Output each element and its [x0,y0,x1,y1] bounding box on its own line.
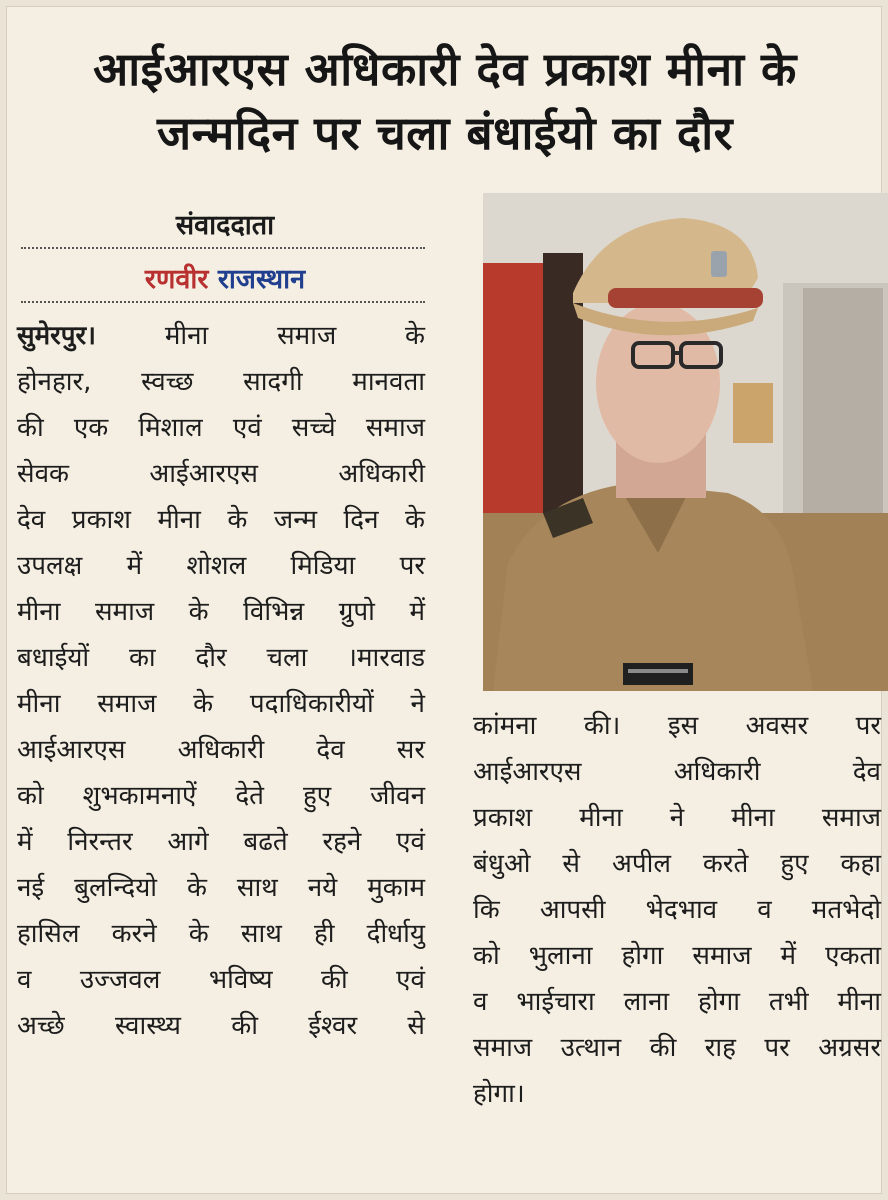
divider [21,301,425,303]
text-line: को शुभकामनाऐं देते हुए जीवन [17,781,425,811]
article-left-column [17,313,425,1049]
text-line: सेवक आईआरएस अधिकारी [17,459,425,489]
text-line: कि आपसी भेदभाव व मतभेदो [473,895,881,925]
officer-portrait-icon [483,193,888,691]
article-right-column [473,703,881,1117]
text-line: समाज उत्थान की राह पर अग्रसर [473,1033,881,1063]
text-line: देव प्रकाश मीना के जन्म दिन के [17,505,425,535]
headline-line-1: आईआरएस अधिकारी देव प्रकाश मीना के [93,42,797,96]
text-line: की एक मिशाल एवं सच्चे समाज [17,413,425,443]
text-line: बंधुओ से अपील करते हुए कहा [473,849,881,879]
text-line: कांमना की। इस अवसर पर [473,711,881,741]
text-line: नई बुलन्दियो के साथ नये मुकाम [17,873,425,903]
text-line: उपलक्ष में शोशल मिडिया पर [17,551,425,581]
text-line: में निरन्तर आगे बढते रहने एवं [17,827,425,857]
text-line: को भुलाना होगा समाज में एकता [473,941,881,971]
text-line: व उज्जवल भविष्य की एवं [17,965,425,995]
headline-line-2: जन्मदिन पर चला बंधाईयो का दौर [156,106,733,160]
text-line: प्रकाश मीना ने मीना समाज [473,803,881,833]
text-fragment: मीना समाज के [164,321,426,351]
text-line: आईआरएस अधिकारी देव [473,757,881,787]
reporter-name: रणवीर [144,264,209,295]
text-line: होगा। [473,1079,525,1109]
text-line: अच्छे स्वास्थ्य की ईश्वर से [17,1011,425,1041]
text-line: मीना समाज के विभिन्न ग्रुपो में [17,597,425,627]
text-line: मीना समाज के पदाधिकारीयों ने [17,689,425,719]
dateline: सुमेरपुर। [17,321,97,351]
officer-photo [483,193,888,691]
reporter-place: राजस्थान [217,264,306,295]
byline-label: संवाददाता [175,210,275,241]
byline-reporter [15,259,435,296]
newspaper-clipping [6,6,882,1194]
text-line: होनहार, स्वच्छ सादगी मानवता [17,367,425,397]
text-line: आईआरएस अधिकारी देव सर [17,735,425,765]
text-line: हासिल करने के साथ ही दीर्धायु [17,919,425,949]
text-line [17,313,425,359]
text-line: बधाईयों का दौर चला ।मारवाड [17,643,425,673]
headline [7,37,883,165]
text-line: व भाईचारा लाना होगा तभी मीना [473,987,881,1017]
divider [21,247,425,249]
